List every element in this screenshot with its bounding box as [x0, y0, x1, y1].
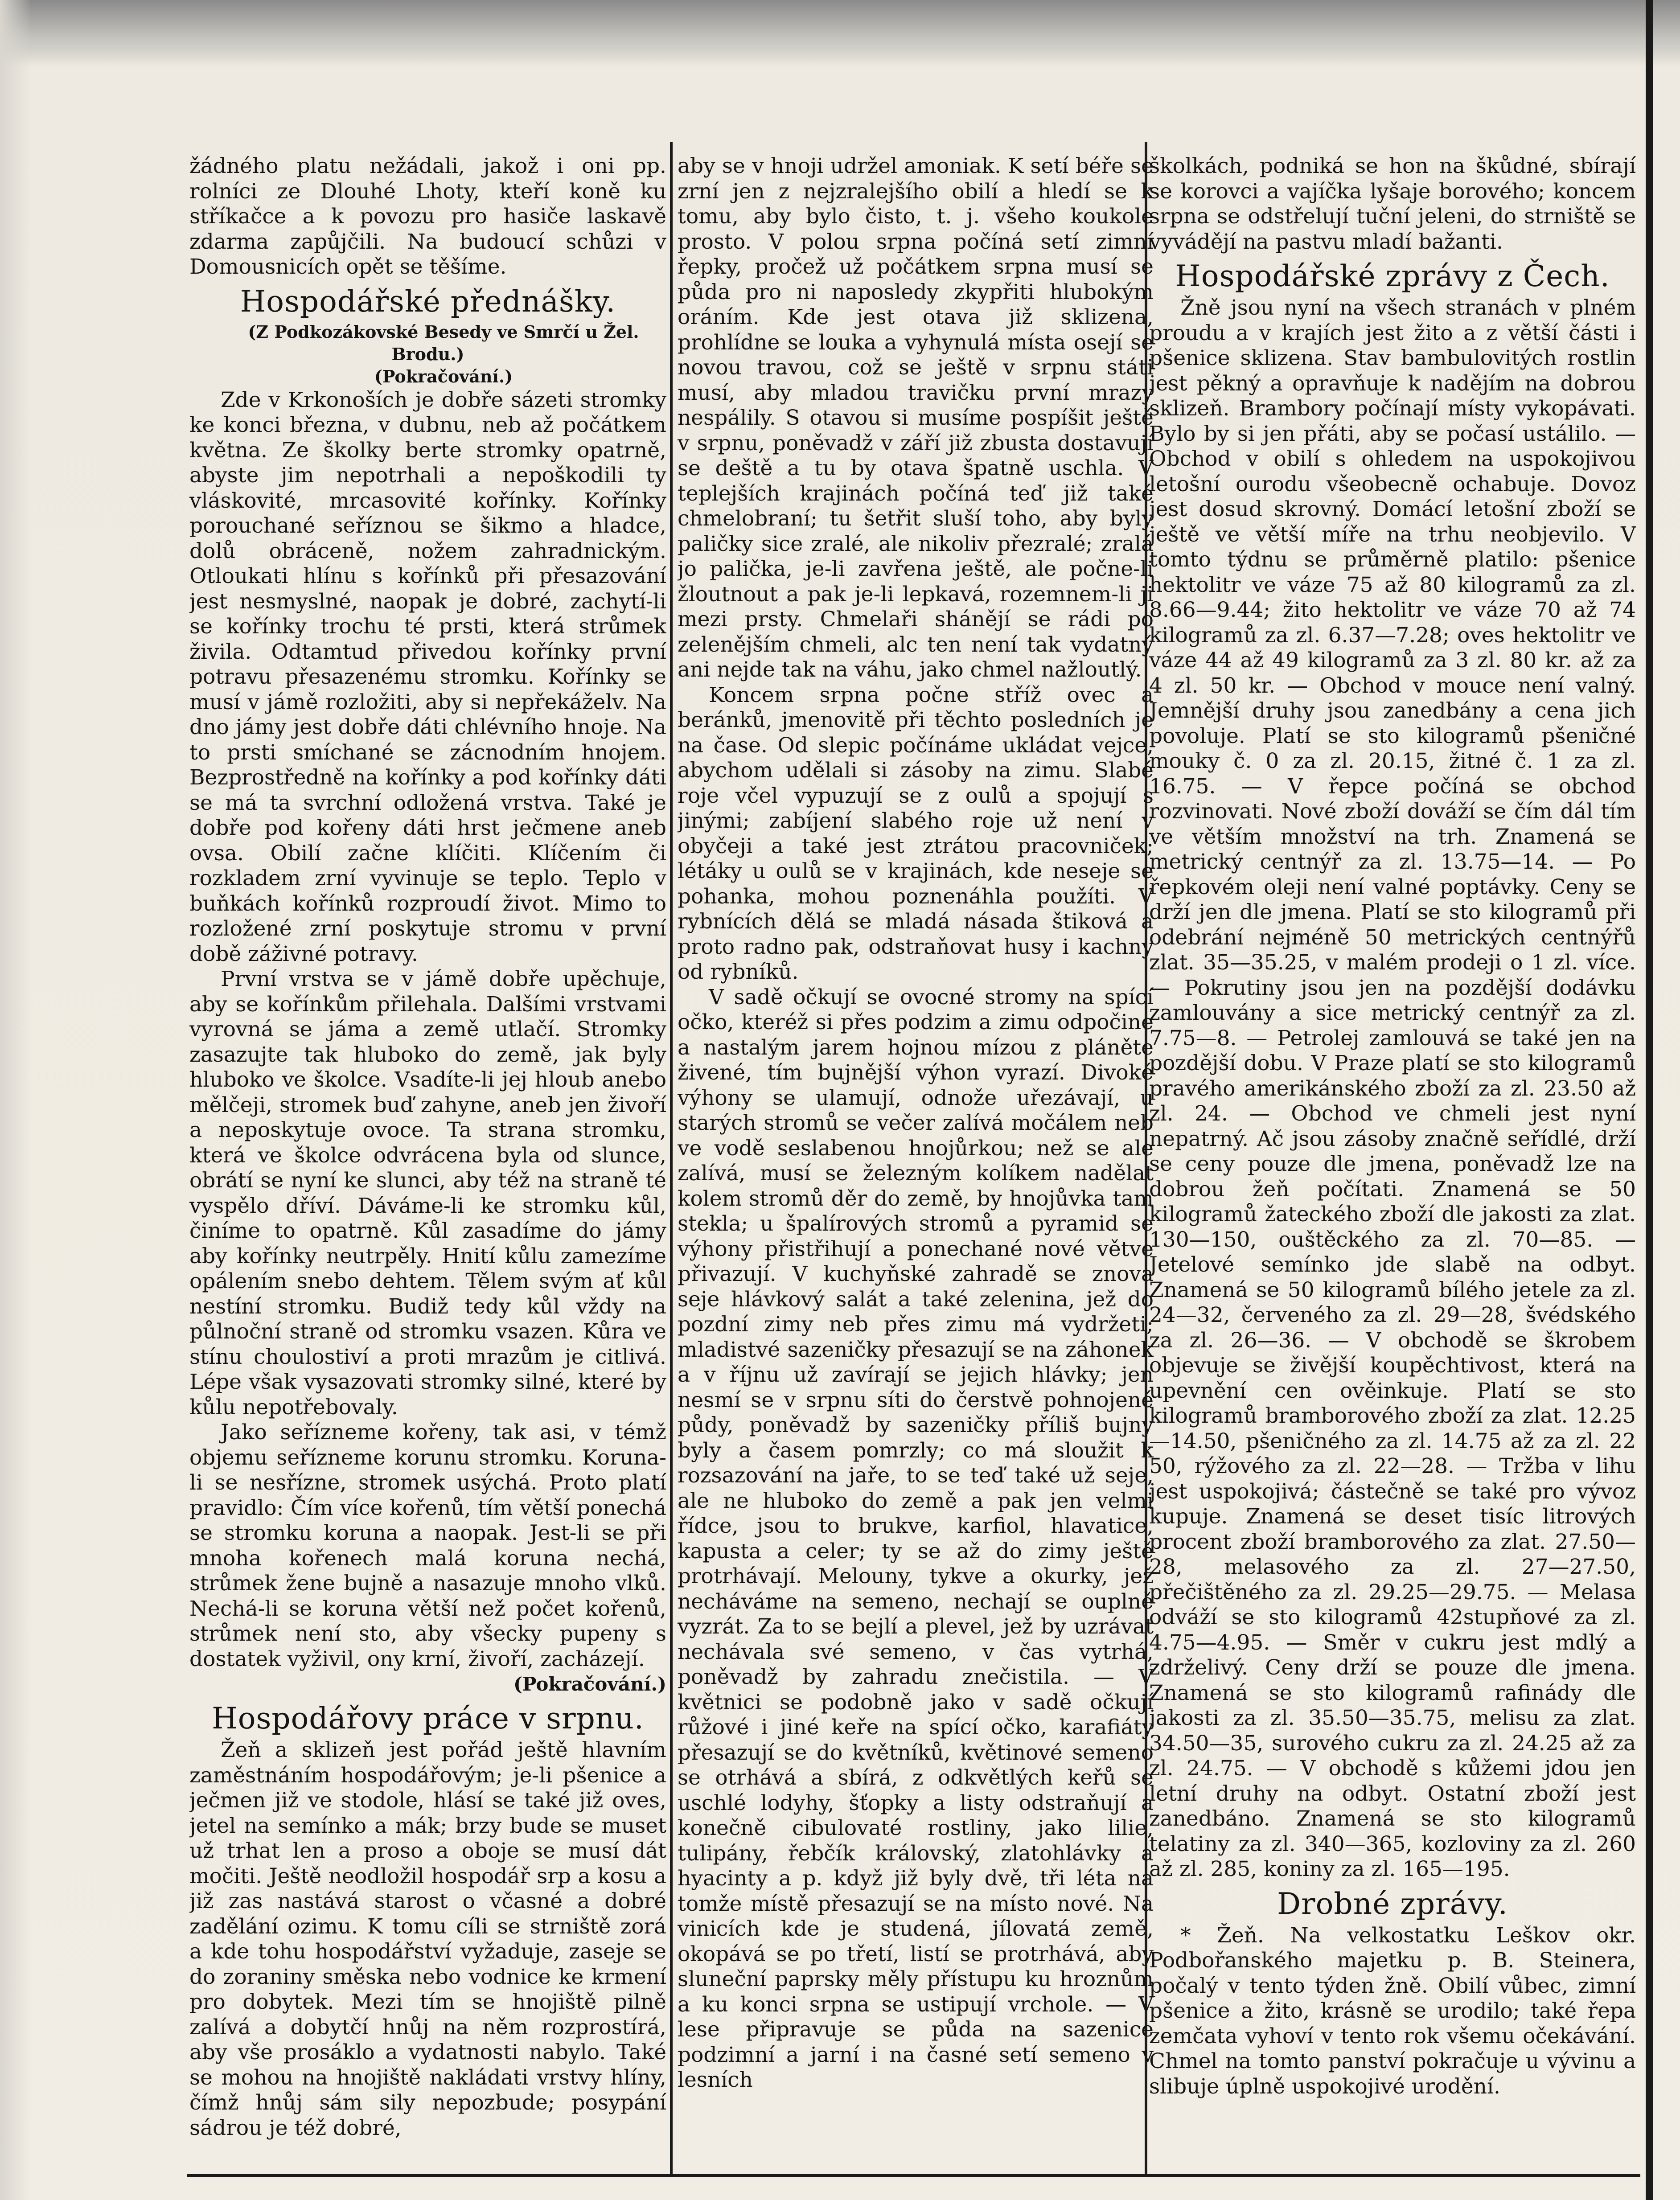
lecture-paragraph: První vrstva se v jámě dobře upěchuje, aby se kořínkům přilehala. Dalšími vrstvami vyrovná se jáma a země utlačí. Stromky zasazujte tak hluboko do země, jak byly hluboko ve školce. Vsadíte-li jej hloub anebo mělčeji, stromek buď zahyne, aneb jen živoří a neposkytuje ovoce. Ta strana stromku, která ve školce odvrácena byla od slunce, obrátí se nyní ke slunci, aby též na straně té vyspělo dříví. Dáváme-li ke stromku kůl, činíme to opatrně. Kůl zasadíme do jámy aby kořínky neutrpěly. Hnití kůlu zamezíme opálením snebo dehtem. Tělem svým ať kůl nestíní stromku. Budiž tedy kůl vždy na půlnoční straně od stromku vsazen. Kůra ve stínu choulostiví a proti mrazům je citlivá. Lépe však vysazovati stromky silné, které by kůlu nepotřebovaly.: [189, 967, 666, 1420]
work-paragraph: V sadě očkují se ovocné stromy na spící očko, kteréž si přes podzim a zimu odpočine a nastalým jarem hojnou mízou z pláněte živené, tím bujnější výhon vyrazí. Divoké výhony se ulamují, odnože uřezávají, u starých stromů se večer zalívá močálem neb ve vodě seslabenou hnojůrkou; než se ale zalívá, musí se železným kolíkem nadělat kolem stromů děr do země, by hnojůvka tam stekla; u špalírových stromů a pyramid se výhony přistřihují a ponechané nové větve přivazují. V kuchyňské zahradě se znova seje hlávkový salát a také zelenina, jež do pozdní zimy neb přes zimu má vydržeti; mladistvé sazeničky přesazují se na záhonek a v říjnu už zavírají se jejich hlávky; jen nesmí se v srpnu síti do čerstvě pohnojené půdy, poněvadž by sazeničky příliš bujny byly a časem pomrzly; co má sloužit k rozsazování na jaře, to se teď také už seje, ale ne hluboko do země a pak jen velmi řídce, jsou to brukve, karfiol, hlavatice, kapusta a celer; ty se až do zimy ještě protrhávají. Melouny, tykve a okurky, jež necháváme na semeno, nechají se ouplně vyzrát. Za to se bejlí a plevel, jež by uzrávat nechávala své semeno, v čas vytrhá, poněvadž by zahradu znečistila. — V květnici se podobně jako v sadě očkují růžové i jiné keře na spící očko, karafiáty přesazují se do květníků, květinové semeno se otrhává a sbírá, z odkvětlých keřů se uschlé lodyhy, šťopky a listy odstraňují a konečně cibulovaté rostliny, jako lilie, tulipány, řebčík královský, zlatohlávky a hyacinty a p. když již byly dvě, tři léta na tomže místě přesazují se na místo nové. Na vinicích kde je studená, jílovatá země, okopává se po třetí, listí se protrhává, aby sluneční paprsky měly přístupu ku hroznům a ku konci srpna se ustipují vrchole. — V lese připravuje se půda na sazenice podzimní a jarní i na časné setí semeno v lesních: [678, 985, 1154, 2092]
column-2: [678, 154, 1154, 2168]
scan-left-edge: [0, 0, 31, 2200]
lecture-title: Hospodářské přednášky.: [240, 284, 616, 319]
scan-top-shadow: [0, 0, 1680, 67]
lecture-continued-end: (Pokračování.): [513, 1673, 666, 1695]
reports-title: Hospodářské zprávy z Čech.: [1175, 259, 1610, 293]
bottom-rule: [187, 2174, 1640, 2177]
column-3: [1149, 154, 1636, 2168]
scan-right-edge: [1646, 0, 1653, 2200]
work-paragraph: Koncem srpna počne stříž ovec a beránků, jmenovitě při těchto posledních je na čase. Od slepic počínáme ukládat vejce, abychom udělali si zásoby na zimu. Slabé roje včel vypuzují se z oulů a spojují s jinými; zabíjení slabého roje už není v obyčeji a také jest ztrátou pracovniček; létáky u oulů se v krajinách, kde neseje se pohanka, mohou poznenáhla použíti. V rybnících dělá se mladá násada štiková a proto radno pak, odstraňovat husy i kachny od rybníků.: [678, 682, 1154, 984]
lecture-continued: (Pokračování.): [374, 366, 513, 386]
lecture-paragraph: Zde v Krkonoších je dobře sázeti stromky ke konci března, v dubnu, neb až počátkem května. Ze školky berte stromky opatrně, abyste jim nepotrhali a nepoškodili ty vláskovité, mrcasovité kořínky. Kořínky porouchané seříznou se šikmo a hladce, dolů obráceně, nožem zahradnickým. Otloukati hlínu s kořínků při přesazování jest nesmyslné, naopak je dobré, zachytí-li se kořínky trochu té prsti, která strůmek živila. Odtamtud přivedou kořínky první potravu přesazenému stromku. Kořínky se musí v jámě rozložiti, aby si nepřekáželv. Na dno jámy jest dobře dáti chlévního hnoje. Na to prsti smíchané se zácnodním hnojem. Bezprostředně na kořínky a pod kořínky dáti se má ta svrchní odložená vrstva. Také je dobře pod kořeny dáti hrst ječmene aneb ovsa. Obilí začne klíčiti. Klíčením či rozkladem zrní vyvinuje se teplo. Teplo v buňkách kořínků rozproudí život. Mimo to rozložené zrní poskytuje stromu v první době záživné potravy.: [189, 387, 666, 966]
work-paragraph: Žeň a sklizeň jest pořád ještě hlavním zaměstnáním hospodářovým; je-li pšenice a ječmen již ve stodole, hlásí se také již oves, jetel na semínko a mák; brzy bude se muset už trhat len a proso a oboje se musí dát močiti. Ještě neodložil hospodář srp a kosu a již zas nastává starost o včasné a dobré zadělání ozimu. K tomu cíli se strniště zorá a kde tohu hospodářství vyžaduje, zaseje se do zoraniny směska nebo vodnice ke krmení pro dobytek. Mezi tím se hnojiště pilně zalívá a dobytčí hnůj na něm rozprostírá, aby vše prosáklo a vydatnosti nabylo. Také se mohou na hnojiště nakládati vrstvy hlíny, čímž hnůj sám sily nepozbude; posypání sádrou je též dobré,: [189, 1738, 666, 2140]
reports-paragraph: Žně jsou nyní na všech stranách v plném proudu a v krajích jest žito a z větší části i pšenice sklizena. Stav bambulovitých rostlin jest pěkný a opravňuje k nadějím na dobrou sklizeň. Brambory počínají místy vykopávati. Bylo by si jen přáti, aby se počasí ustálilo. — Obchod v obilí s ohledem na uspokojivou letošní ourodu všeobecně ochabuje. Dovoz jest dosud skrovný. Domácí letošní zboží se ještě ve větší míře na trhu neobjevilo. V tomto týdnu se průměrně platilo: pšenice hektolitr ve váze 75 až 80 kilogramů za zl. 8.66—9.44; žito hektolitr ve váze 70 až 74 kilogramů za zl. 6.37—7.28; oves hektolitr ve váze 44 až 49 kilogramů za 3 zl. 80 kr. až za 4 zl. 50 kr. — Obchod v mouce není valný. Jemnější druhy jsou zanedbány a cena jich povoluje. Platí se sto kilogramů pšeničné mouky č. 0 za zl. 20.15, žitné č. 1 za zl. 16.75. — V řepce počíná se obchod rozvinovati. Nové zboží dováží se čím dál tím ve větším množství na trh. Znamená se metrický centnýř za zl. 13.75—14. — Po řepkovém oleji není valné poptávky. Ceny se drží jen dle jmena. Platí se sto kilogramů při odebrání nejméně 50 metrických centnýřů zlat. 35—35.25, v malém prodeji o 1 zl. více. — Pokrutiny jsou jen na pozdější dodávku zamlouvány a sice metrický centnýř za zl. 7.75—8. — Petrolej zamlouvá se také jen na pozdější dobu. V Praze platí se sto kilogramů pravého amerikánského zboží za zl. 23.50 až zl. 24. — Obchod ve chmeli jest nyní nepatrný. Ač jsou zásoby značně seřídlé, drží se ceny pouze dle jmena, poněvadž lze na dobrou žeň počítati. Znamená se 50 kilogramů žateckého zboží dle jakosti za zlat. 130—150, ouštěckého za zl. 70—85. — Jetelové semínko jde slabě na odbyt. Znamená se 50 kilogramů bílého jetele za zl. 24—32, červeného za zl. 29—28, švédského za zl. 26—36. — V obchodě se škrobem objevuje se živější koupěchtivost, která na upevnění cen ověinkuje. Platí se sto kilogramů bramborového zboží za zlat. 12.25—14.50, pšeničného za zl. 14.75 až za zl. 22 50, rýžového za zl. 22—28. — Tržba v lihu jest uspokojivá; částečně se také pro vývoz kupuje. Znamená se deset tisíc litrových procent zboží bramborového za zlat. 27.50—28, melasového za zl. 27—27.50, přečištěného za zl. 29.25—29.75. — Melasa odváží se sto kilogramů 42stupňové za zl. 4.75—4.95. — Směr v cukru jest mdlý a zdrželivý. Ceny drží se pouze dle jmena. Znamená se sto kilogramů rafinády dle jakosti za zl. 35.50—35.75, melisu za zlat. 34.50—35, surového cukru za zl. 24.25 až za zl. 24.75. — V obchodě s kůžemi jdou jen letní druhy na odbyt. Ostatní zboží jest zanedbáno. Znamená se sto kilogramů telatiny za zl. 340—365, kozloviny za zl. 260 až zl. 285, koniny za zl. 165—195.: [1149, 296, 1636, 1881]
intro-paragraph: školkách, podniká se hon na škůdné, sbírají se korovci a vajíčka lyšaje borového; koncem srpna se odstřelují tuční jeleni, do strniště se vyvádějí na pastvu mladí bažanti.: [1149, 154, 1636, 254]
intro-paragraph: žádného platu nežádali, jakož i oni pp. rolníci ze Dlouhé Lhoty, kteří koně ku stříkačce a k povozu pro hasiče laskavě zdarma zapůjčili. Na budoucí schůzi v Domousnicích opět se těšíme.: [189, 154, 666, 279]
work-title: Hospodářovy práce v srpnu.: [212, 1701, 644, 1736]
small-news-paragraph: * Žeň. Na velkostatku Leškov okr. Podbořanského majetku p. B. Steinera, počalý v tento týden žně. Obilí vůbec, zimní pšenice a žito, krásně se urodilo; také řepa zemčata vyhoví v tento rok všemu očekávání. Chmel na tomto panství pokračuje u vývinu a slibuje úplně uspokojivé urodění.: [1149, 1923, 1636, 2099]
work-paragraph: aby se v hnoji udržel amoniak. K setí béře se zrní jen z nejzralejšího obilí a hledí se k tomu, aby bylo čisto, t. j. všeho koukole prosto. V polou srpna počíná setí zimní řepky, pročež už počátkem srpna musí se půda pro ni naposledy zkypřiti hlubokým oráním. Kde jest otava již sklizena, prohlídne se louka a vyhynulá místa osejí se novou travou, což se ještě v srpnu státi musí, aby mladou travičku první mrazy nespálily. S otavou si musíme pospíšit ještě v srpnu, poněvadž v září již zbusta dostavují se deště a tu by otava špatně uschla. V teplejších krajinách počíná teď již také chmelobraní; tu šetřit sluší toho, aby byly paličky sice zralé, ale nikoliv přezralé; zralá jo palička, je-li zavřena ještě, ale počne-li žloutnout a pak je-li lepkavá, rozemnem-li ji mezi prsty. Chmelaři shánějí se rádi po zelenějším chmeli, alc ten není tak vydatný ani nejde tak na váhu, jako chmel nažloutlý.: [678, 154, 1154, 682]
lecture-source: (Z Podkozákovské Besedy ve Smrčí u Žel. Brodu.): [248, 321, 639, 364]
small-news-title: Drobné zprávy.: [1277, 1886, 1508, 1921]
column-rule-1: [670, 142, 673, 2174]
lecture-paragraph: Jako seřízneme kořeny, tak asi, v témž objemu seřízneme korunu stromku. Koruna-li se nesřízne, stromek usýchá. Proto platí pravidlo: Čím více kořenů, tím větší ponechá se stromku koruna a naopak. Jest-li se při mnoha kořenech malá koruna nechá, strůmek žene bujně a nasazuje mnoho vlků. Nechá-li se koruna větší než počet kořenů, strůmek není sto, aby všecky pupeny s dostatek vyživil, ony krní, živoří, zacházejí.: [189, 1420, 666, 1671]
column-1: [189, 154, 666, 2168]
